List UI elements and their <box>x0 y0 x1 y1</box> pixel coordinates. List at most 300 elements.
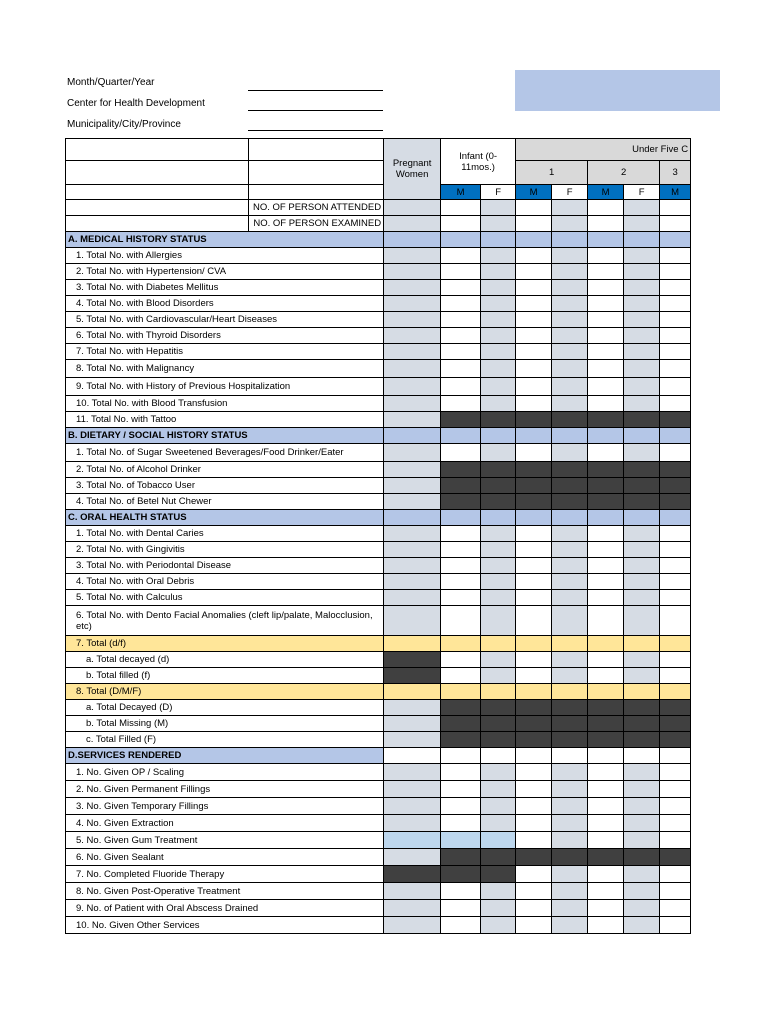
data-cell[interactable] <box>588 636 624 652</box>
col-m-header: M <box>516 185 552 200</box>
data-cell[interactable] <box>624 606 660 636</box>
data-cell[interactable] <box>588 798 624 815</box>
data-cell[interactable] <box>588 200 624 216</box>
data-cell[interactable] <box>588 558 624 574</box>
data-cell[interactable] <box>384 296 441 312</box>
data-cell[interactable] <box>441 558 481 574</box>
data-cell[interactable] <box>588 917 624 934</box>
data-cell[interactable] <box>384 606 441 636</box>
data-cell[interactable] <box>481 264 516 280</box>
data-cell[interactable] <box>624 668 660 684</box>
data-cell[interactable] <box>660 542 691 558</box>
data-cell[interactable] <box>384 781 441 798</box>
data-cell[interactable] <box>481 764 516 781</box>
data-cell[interactable] <box>384 764 441 781</box>
data-cell[interactable] <box>384 360 441 378</box>
data-cell[interactable] <box>624 200 660 216</box>
data-cell[interactable] <box>552 248 588 264</box>
data-cell[interactable] <box>516 781 552 798</box>
blank-cell[interactable] <box>66 139 249 161</box>
data-cell[interactable] <box>516 328 552 344</box>
data-cell[interactable] <box>660 883 691 900</box>
data-cell[interactable] <box>384 748 441 764</box>
data-cell[interactable] <box>552 264 588 280</box>
data-cell[interactable] <box>624 378 660 396</box>
data-cell[interactable] <box>384 832 441 849</box>
data-cell[interactable] <box>441 378 481 396</box>
data-cell[interactable] <box>552 917 588 934</box>
data-cell[interactable] <box>660 606 691 636</box>
data-cell[interactable] <box>624 248 660 264</box>
data-cell <box>516 478 552 494</box>
data-cell[interactable] <box>384 248 441 264</box>
data-cell[interactable] <box>441 900 481 917</box>
data-cell[interactable] <box>384 200 441 216</box>
data-cell[interactable] <box>660 328 691 344</box>
data-cell[interactable] <box>516 668 552 684</box>
data-cell[interactable] <box>516 248 552 264</box>
data-cell[interactable] <box>384 636 441 652</box>
data-cell[interactable] <box>624 444 660 462</box>
data-cell[interactable] <box>441 748 481 764</box>
blank-cell[interactable] <box>66 185 249 200</box>
data-cell[interactable] <box>624 542 660 558</box>
data-cell[interactable] <box>660 344 691 360</box>
data-cell[interactable] <box>660 200 691 216</box>
data-cell[interactable] <box>660 748 691 764</box>
data-cell[interactable] <box>552 636 588 652</box>
data-cell[interactable] <box>624 866 660 883</box>
data-cell[interactable] <box>516 296 552 312</box>
data-cell[interactable] <box>660 652 691 668</box>
data-cell[interactable] <box>481 216 516 232</box>
data-cell[interactable] <box>552 216 588 232</box>
data-cell[interactable] <box>481 396 516 412</box>
data-cell[interactable] <box>384 494 441 510</box>
data-cell[interactable] <box>516 917 552 934</box>
data-cell[interactable] <box>588 328 624 344</box>
data-cell[interactable] <box>588 542 624 558</box>
data-cell[interactable] <box>588 668 624 684</box>
data-cell[interactable] <box>660 900 691 917</box>
data-cell[interactable] <box>588 360 624 378</box>
data-cell[interactable] <box>481 668 516 684</box>
data-cell[interactable] <box>516 312 552 328</box>
data-cell[interactable] <box>588 396 624 412</box>
data-cell[interactable] <box>552 668 588 684</box>
data-cell[interactable] <box>588 264 624 280</box>
data-cell[interactable] <box>441 444 481 462</box>
row-label: 4. Total No. of Betel Nut Chewer <box>66 494 384 510</box>
data-cell[interactable] <box>441 248 481 264</box>
blank-cell <box>66 216 249 232</box>
data-cell[interactable] <box>481 558 516 574</box>
data-cell[interactable] <box>441 883 481 900</box>
data-cell[interactable] <box>481 360 516 378</box>
data-cell[interactable] <box>588 764 624 781</box>
data-cell[interactable] <box>516 280 552 296</box>
data-cell[interactable] <box>384 462 441 478</box>
data-cell[interactable] <box>384 396 441 412</box>
data-cell[interactable] <box>441 542 481 558</box>
data-cell[interactable] <box>624 280 660 296</box>
data-cell[interactable] <box>384 526 441 542</box>
data-cell[interactable] <box>384 917 441 934</box>
data-cell[interactable] <box>441 264 481 280</box>
data-cell[interactable] <box>516 344 552 360</box>
data-cell[interactable] <box>588 832 624 849</box>
data-cell[interactable] <box>588 344 624 360</box>
data-cell[interactable] <box>624 652 660 668</box>
data-cell[interactable] <box>481 652 516 668</box>
data-cell[interactable] <box>660 798 691 815</box>
data-cell[interactable] <box>552 378 588 396</box>
data-cell[interactable] <box>481 636 516 652</box>
data-cell[interactable] <box>441 652 481 668</box>
data-cell[interactable] <box>552 606 588 636</box>
data-cell[interactable] <box>516 748 552 764</box>
data-cell <box>624 412 660 428</box>
data-cell[interactable] <box>552 574 588 590</box>
data-cell[interactable] <box>441 832 481 849</box>
data-cell[interactable] <box>441 668 481 684</box>
data-cell[interactable] <box>660 216 691 232</box>
data-cell[interactable] <box>384 849 441 866</box>
data-cell[interactable] <box>481 606 516 636</box>
data-cell[interactable] <box>588 748 624 764</box>
data-cell[interactable] <box>384 900 441 917</box>
data-cell[interactable] <box>516 900 552 917</box>
data-cell[interactable] <box>588 781 624 798</box>
data-cell[interactable] <box>552 900 588 917</box>
data-cell[interactable] <box>660 684 691 700</box>
data-cell[interactable] <box>660 574 691 590</box>
data-cell[interactable] <box>384 264 441 280</box>
data-cell[interactable] <box>552 558 588 574</box>
data-cell[interactable] <box>384 344 441 360</box>
data-cell[interactable] <box>384 716 441 732</box>
data-cell[interactable] <box>384 280 441 296</box>
count-label: NO. OF PERSON EXAMINED <box>249 216 384 232</box>
data-cell[interactable] <box>481 248 516 264</box>
data-cell <box>660 428 691 444</box>
data-cell[interactable] <box>481 590 516 606</box>
data-cell[interactable] <box>516 264 552 280</box>
data-cell[interactable] <box>481 280 516 296</box>
data-cell <box>441 428 481 444</box>
data-cell[interactable] <box>588 526 624 542</box>
data-cell[interactable] <box>481 815 516 832</box>
data-cell[interactable] <box>516 832 552 849</box>
data-cell[interactable] <box>624 798 660 815</box>
data-cell <box>624 494 660 510</box>
data-cell[interactable] <box>660 360 691 378</box>
data-cell[interactable] <box>516 216 552 232</box>
data-cell[interactable] <box>481 542 516 558</box>
data-cell[interactable] <box>660 781 691 798</box>
data-cell[interactable] <box>441 312 481 328</box>
data-cell[interactable] <box>384 412 441 428</box>
data-cell[interactable] <box>441 200 481 216</box>
data-cell[interactable] <box>384 798 441 815</box>
data-cell[interactable] <box>588 378 624 396</box>
blank-cell[interactable] <box>66 161 249 185</box>
data-cell[interactable] <box>516 606 552 636</box>
data-cell[interactable] <box>441 590 481 606</box>
data-cell[interactable] <box>384 478 441 494</box>
data-cell[interactable] <box>481 781 516 798</box>
data-cell[interactable] <box>441 344 481 360</box>
data-cell[interactable] <box>516 558 552 574</box>
municipality-field[interactable] <box>248 130 383 131</box>
data-cell[interactable] <box>481 328 516 344</box>
data-cell[interactable] <box>516 764 552 781</box>
data-cell[interactable] <box>660 917 691 934</box>
data-cell[interactable] <box>660 590 691 606</box>
data-cell[interactable] <box>516 684 552 700</box>
data-cell[interactable] <box>624 216 660 232</box>
data-cell[interactable] <box>552 526 588 542</box>
data-cell[interactable] <box>481 312 516 328</box>
data-cell[interactable] <box>624 883 660 900</box>
data-cell[interactable] <box>588 883 624 900</box>
data-cell[interactable] <box>624 917 660 934</box>
data-cell[interactable] <box>552 798 588 815</box>
data-cell[interactable] <box>441 280 481 296</box>
data-cell[interactable] <box>441 216 481 232</box>
data-cell <box>516 849 552 866</box>
data-cell[interactable] <box>552 542 588 558</box>
data-cell[interactable] <box>441 360 481 378</box>
data-cell[interactable] <box>516 526 552 542</box>
data-cell[interactable] <box>516 866 552 883</box>
data-cell[interactable] <box>441 781 481 798</box>
data-cell[interactable] <box>516 883 552 900</box>
data-cell[interactable] <box>516 590 552 606</box>
data-cell[interactable] <box>552 312 588 328</box>
data-cell[interactable] <box>516 798 552 815</box>
data-cell[interactable] <box>660 636 691 652</box>
data-cell[interactable] <box>384 542 441 558</box>
data-cell[interactable] <box>552 764 588 781</box>
data-cell[interactable] <box>624 590 660 606</box>
data-cell[interactable] <box>516 542 552 558</box>
center-field[interactable] <box>248 110 383 111</box>
data-cell[interactable] <box>624 832 660 849</box>
data-cell[interactable] <box>624 296 660 312</box>
data-cell[interactable] <box>624 396 660 412</box>
data-cell[interactable] <box>552 866 588 883</box>
data-cell[interactable] <box>384 328 441 344</box>
data-cell[interactable] <box>441 606 481 636</box>
data-cell[interactable] <box>441 798 481 815</box>
data-cell[interactable] <box>588 606 624 636</box>
data-cell[interactable] <box>481 344 516 360</box>
row-label: 4. No. Given Extraction <box>66 815 384 832</box>
data-cell[interactable] <box>624 360 660 378</box>
data-cell[interactable] <box>552 396 588 412</box>
data-cell[interactable] <box>481 444 516 462</box>
data-cell[interactable] <box>552 832 588 849</box>
data-cell[interactable] <box>660 264 691 280</box>
data-cell[interactable] <box>624 764 660 781</box>
data-cell[interactable] <box>588 900 624 917</box>
data-cell <box>441 866 481 883</box>
data-cell[interactable] <box>516 360 552 378</box>
data-cell[interactable] <box>516 396 552 412</box>
data-cell[interactable] <box>624 312 660 328</box>
data-cell[interactable] <box>552 280 588 296</box>
data-cell[interactable] <box>624 900 660 917</box>
data-cell[interactable] <box>552 652 588 668</box>
data-cell[interactable] <box>441 574 481 590</box>
data-cell[interactable] <box>552 883 588 900</box>
blank-cell[interactable] <box>249 161 384 185</box>
data-cell[interactable] <box>552 590 588 606</box>
data-cell[interactable] <box>481 748 516 764</box>
row-label: 11. Total No. with Tattoo <box>66 412 384 428</box>
data-cell[interactable] <box>660 444 691 462</box>
data-cell[interactable] <box>516 200 552 216</box>
data-cell[interactable] <box>588 296 624 312</box>
data-cell[interactable] <box>384 883 441 900</box>
data-cell[interactable] <box>660 396 691 412</box>
data-cell <box>552 716 588 732</box>
data-cell[interactable] <box>552 360 588 378</box>
data-cell[interactable] <box>624 558 660 574</box>
data-cell <box>384 866 441 883</box>
data-cell[interactable] <box>441 328 481 344</box>
data-cell[interactable] <box>552 748 588 764</box>
data-cell[interactable] <box>660 558 691 574</box>
data-cell[interactable] <box>552 444 588 462</box>
data-cell[interactable] <box>588 312 624 328</box>
data-cell[interactable] <box>441 684 481 700</box>
data-cell[interactable] <box>660 668 691 684</box>
data-cell[interactable] <box>660 815 691 832</box>
data-cell[interactable] <box>384 558 441 574</box>
data-cell[interactable] <box>481 832 516 849</box>
data-cell[interactable] <box>624 636 660 652</box>
data-cell[interactable] <box>624 328 660 344</box>
data-cell[interactable] <box>588 248 624 264</box>
data-cell[interactable] <box>441 396 481 412</box>
data-cell[interactable] <box>516 636 552 652</box>
data-cell[interactable] <box>384 216 441 232</box>
data-cell[interactable] <box>624 574 660 590</box>
data-cell[interactable] <box>588 444 624 462</box>
data-cell[interactable] <box>481 378 516 396</box>
data-cell[interactable] <box>624 344 660 360</box>
data-cell[interactable] <box>441 917 481 934</box>
data-cell[interactable] <box>660 296 691 312</box>
data-cell[interactable] <box>384 684 441 700</box>
data-cell[interactable] <box>588 574 624 590</box>
data-cell[interactable] <box>624 684 660 700</box>
data-cell[interactable] <box>384 815 441 832</box>
data-cell[interactable] <box>516 652 552 668</box>
data-cell[interactable] <box>441 636 481 652</box>
data-cell[interactable] <box>481 900 516 917</box>
data-cell[interactable] <box>516 574 552 590</box>
data-cell[interactable] <box>624 748 660 764</box>
data-cell[interactable] <box>441 296 481 312</box>
data-cell[interactable] <box>552 815 588 832</box>
data-cell[interactable] <box>441 815 481 832</box>
data-cell[interactable] <box>660 764 691 781</box>
data-cell[interactable] <box>481 798 516 815</box>
data-cell[interactable] <box>384 378 441 396</box>
data-cell[interactable] <box>660 866 691 883</box>
data-cell[interactable] <box>588 652 624 668</box>
data-cell[interactable] <box>384 574 441 590</box>
row-label: 1. Total No. with Allergies <box>66 248 384 264</box>
data-cell[interactable] <box>660 312 691 328</box>
blank-cell[interactable] <box>249 185 384 200</box>
data-cell <box>516 412 552 428</box>
data-cell[interactable] <box>481 526 516 542</box>
data-cell <box>624 849 660 866</box>
data-cell[interactable] <box>481 574 516 590</box>
data-cell[interactable] <box>516 378 552 396</box>
data-cell[interactable] <box>660 248 691 264</box>
data-cell <box>588 849 624 866</box>
data-cell[interactable] <box>624 781 660 798</box>
data-cell[interactable] <box>481 684 516 700</box>
data-cell[interactable] <box>481 296 516 312</box>
data-cell[interactable] <box>552 344 588 360</box>
data-cell[interactable] <box>588 216 624 232</box>
data-cell[interactable] <box>552 781 588 798</box>
data-cell[interactable] <box>384 312 441 328</box>
month-field[interactable] <box>248 90 383 91</box>
data-cell[interactable] <box>552 296 588 312</box>
data-cell[interactable] <box>441 764 481 781</box>
data-cell[interactable] <box>588 590 624 606</box>
data-cell[interactable] <box>660 378 691 396</box>
data-cell[interactable] <box>384 732 441 748</box>
data-cell[interactable] <box>481 917 516 934</box>
col-m-header: M <box>660 185 691 200</box>
data-cell[interactable] <box>588 866 624 883</box>
data-cell[interactable] <box>588 815 624 832</box>
data-cell[interactable] <box>441 526 481 542</box>
data-cell <box>481 849 516 866</box>
data-cell[interactable] <box>516 815 552 832</box>
data-cell[interactable] <box>384 444 441 462</box>
data-cell[interactable] <box>384 590 441 606</box>
data-cell[interactable] <box>624 815 660 832</box>
data-cell[interactable] <box>384 700 441 716</box>
data-cell[interactable] <box>516 444 552 462</box>
data-cell <box>588 700 624 716</box>
data-cell[interactable] <box>588 684 624 700</box>
data-cell[interactable] <box>481 883 516 900</box>
blank-cell[interactable] <box>249 139 384 161</box>
data-cell[interactable] <box>552 328 588 344</box>
data-cell[interactable] <box>624 526 660 542</box>
data-cell[interactable] <box>660 832 691 849</box>
infant-header: Infant (0-11mos.) <box>441 139 516 185</box>
data-cell <box>441 462 481 478</box>
data-cell[interactable] <box>552 684 588 700</box>
data-cell[interactable] <box>624 264 660 280</box>
data-cell[interactable] <box>588 280 624 296</box>
data-cell[interactable] <box>552 200 588 216</box>
data-cell[interactable] <box>481 200 516 216</box>
data-cell[interactable] <box>660 280 691 296</box>
data-cell[interactable] <box>660 526 691 542</box>
